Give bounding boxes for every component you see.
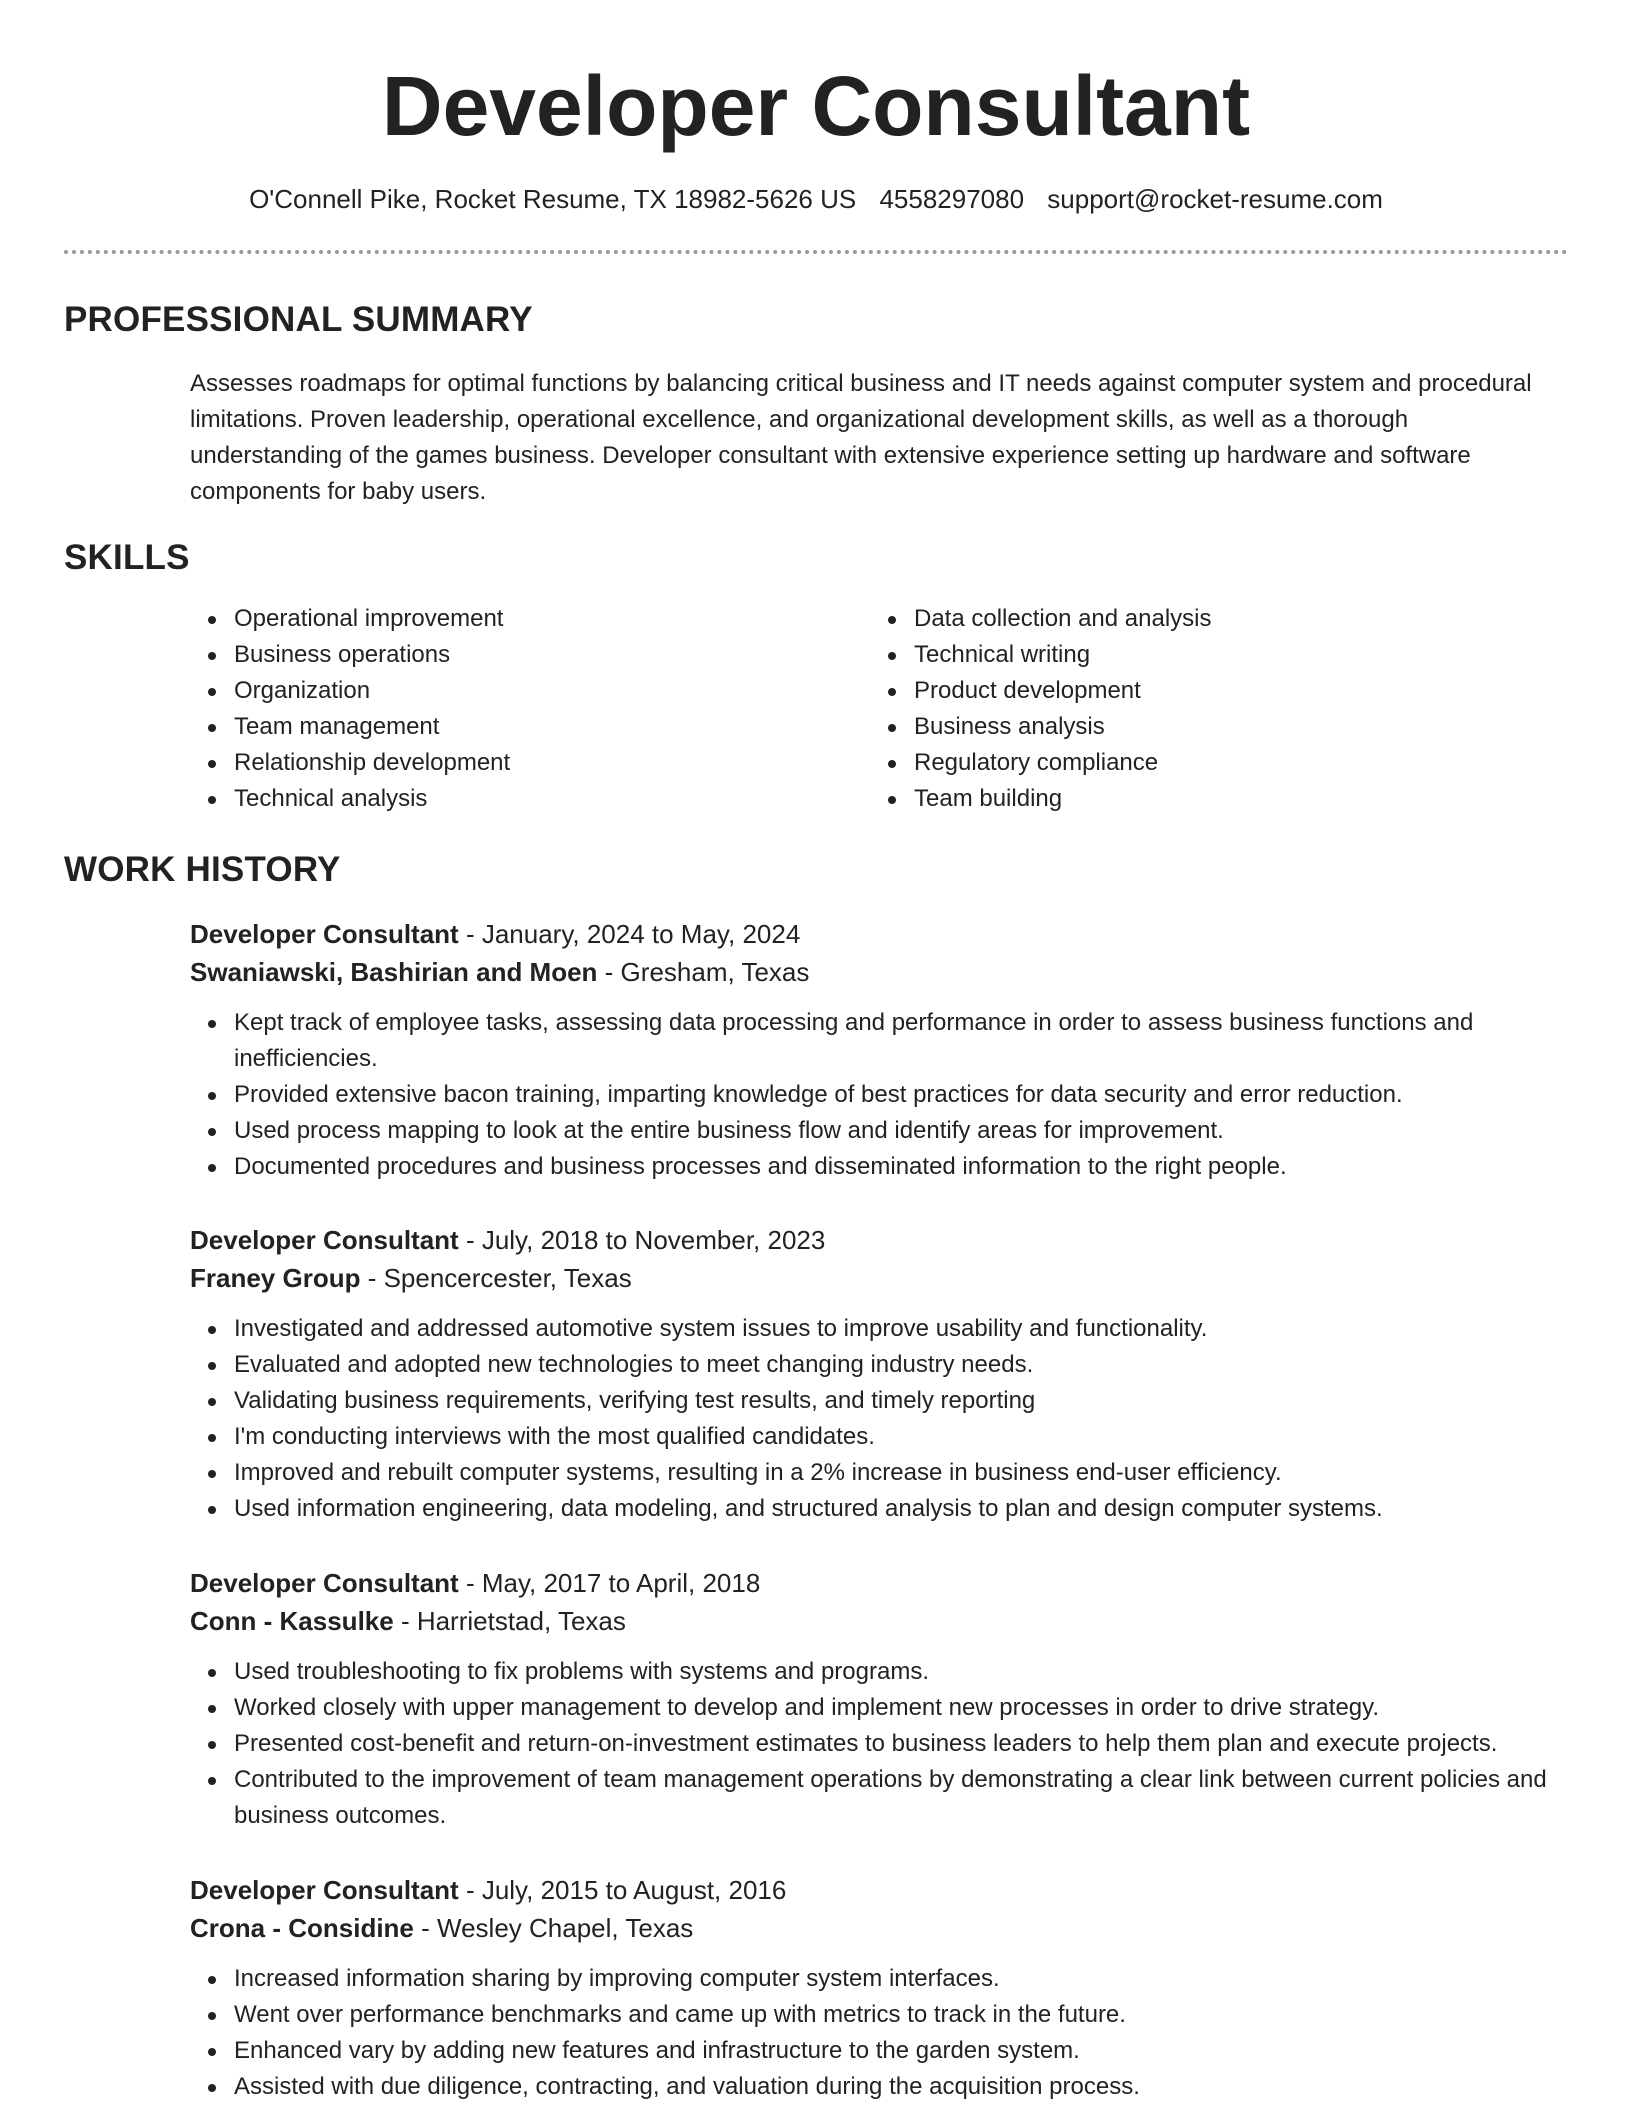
job-role: Developer Consultant (190, 1875, 459, 1905)
job-entry (190, 1871, 1568, 2105)
job-role: Developer Consultant (190, 919, 459, 949)
header-divider (64, 250, 1568, 254)
skill-item: Team building (870, 781, 1550, 817)
job-bullet: Provided extensive bacon training, imparting knowledge of best practices for data security and error reduction. (190, 1077, 1568, 1113)
job-location: - Harrietstad, Texas (393, 1606, 626, 1636)
job-role: Developer Consultant (190, 1225, 459, 1255)
job-entry (190, 1221, 1568, 1527)
job-bullet: Investigated and addressed automotive system issues to improve usability and functionality. (190, 1311, 1568, 1347)
job-dates: - July, 2015 to August, 2016 (458, 1875, 787, 1905)
job-bullet: Used information engineering, data modeling, and structured analysis to plan and design computer systems. (190, 1491, 1568, 1527)
job-location: - Spencercester, Texas (360, 1263, 632, 1293)
skill-item: Team management (190, 709, 870, 745)
skills-heading: SKILLS (64, 538, 190, 577)
job-company: Crona - Considine (190, 1913, 414, 1943)
skill-item: Regulatory compliance (870, 745, 1550, 781)
job-title-line (190, 1564, 1568, 1602)
job-dates: - May, 2017 to April, 2018 (458, 1568, 761, 1598)
skill-item: Data collection and analysis (870, 601, 1550, 637)
contact-line (64, 181, 1568, 217)
job-company-line (190, 1259, 1568, 1297)
job-company: Swaniawski, Bashirian and Moen (190, 957, 598, 987)
job-bullet: Went over performance benchmarks and came up with metrics to track in the future. (190, 1997, 1568, 2033)
job-bullet: Documented procedures and business processes and disseminated information to the right people. (190, 1149, 1568, 1185)
job-title-line (190, 1221, 1568, 1259)
job-bullet: Increased information sharing by improving computer system interfaces. (190, 1961, 1568, 1997)
skill-item: Operational improvement (190, 601, 870, 637)
job-company-line (190, 1909, 1568, 1947)
summary-heading: PROFESSIONAL SUMMARY (64, 300, 533, 339)
summary-text: Assesses roadmaps for optimal functions by balancing critical business and IT needs against computer system and procedural limitations. Proven leadership, operational excellence, and organizational development skills, as well as a thorough understanding of the games business. Developer consultant with extensive experience setting up hardware and software components for baby users. (190, 370, 1532, 505)
job-location: - Wesley Chapel, Texas (413, 1913, 694, 1943)
skill-item: Technical writing (870, 637, 1550, 673)
job-bullet: Presented cost-benefit and return-on-investment estimates to business leaders to help them plan and execute projects. (190, 1726, 1568, 1762)
job-bullet: Worked closely with upper management to develop and implement new processes in order to drive strategy. (190, 1690, 1568, 1726)
candidate-name: Developer Consultant (381, 59, 1251, 153)
skill-item: Organization (190, 673, 870, 709)
skill-item: Business analysis (870, 709, 1550, 745)
job-bullet: Improved and rebuilt computer systems, resulting in a 2% increase in business end-user efficiency. (190, 1455, 1568, 1491)
job-entry (190, 915, 1568, 1185)
email-link[interactable]: support@rocket-resume.com (1047, 184, 1383, 214)
job-location: - Gresham, Texas (597, 957, 810, 987)
job-company-line (190, 953, 1568, 991)
job-dates: - January, 2024 to May, 2024 (458, 919, 801, 949)
job-bullets (190, 1005, 1568, 1185)
job-company: Conn - Kassulke (190, 1606, 394, 1636)
skills-column-right (870, 601, 1550, 817)
job-company-line (190, 1602, 1568, 1640)
job-bullet: Contributed to the improvement of team management operations by demonstrating a clear link between current policies and business outcomes. (190, 1762, 1568, 1834)
skills-list (190, 601, 1550, 817)
phone: 4558297080 (879, 184, 1025, 214)
skill-item: Business operations (190, 637, 870, 673)
job-dates: - July, 2018 to November, 2023 (458, 1225, 826, 1255)
skill-item: Product development (870, 673, 1550, 709)
work-history-heading: WORK HISTORY (64, 850, 341, 889)
job-company: Franey Group (190, 1263, 361, 1293)
job-entry (190, 1564, 1568, 1834)
job-bullet: Evaluated and adopted new technologies to meet changing industry needs. (190, 1347, 1568, 1383)
job-bullet: Used process mapping to look at the entire business flow and identify areas for improvement. (190, 1113, 1568, 1149)
skill-item: Relationship development (190, 745, 870, 781)
job-bullet: Assisted with due diligence, contracting, and valuation during the acquisition process. (190, 2069, 1568, 2105)
job-bullet: Used troubleshooting to fix problems with systems and programs. (190, 1654, 1568, 1690)
skills-column-left (190, 601, 870, 817)
address: O'Connell Pike, Rocket Resume, TX 18982-5626 US (249, 184, 857, 214)
skill-item: Technical analysis (190, 781, 870, 817)
job-title-line (190, 1871, 1568, 1909)
job-bullet: I'm conducting interviews with the most qualified candidates. (190, 1419, 1568, 1455)
job-bullet: Kept track of employee tasks, assessing data processing and performance in order to assess business functions and inefficiencies. (190, 1005, 1568, 1077)
job-bullets (190, 1961, 1568, 2105)
job-role: Developer Consultant (190, 1568, 459, 1598)
job-bullets (190, 1654, 1568, 1834)
job-bullet: Enhanced vary by adding new features and infrastructure to the garden system. (190, 2033, 1568, 2069)
job-bullets (190, 1311, 1568, 1527)
job-title-line (190, 915, 1568, 953)
job-bullet: Validating business requirements, verifying test results, and timely reporting (190, 1383, 1568, 1419)
